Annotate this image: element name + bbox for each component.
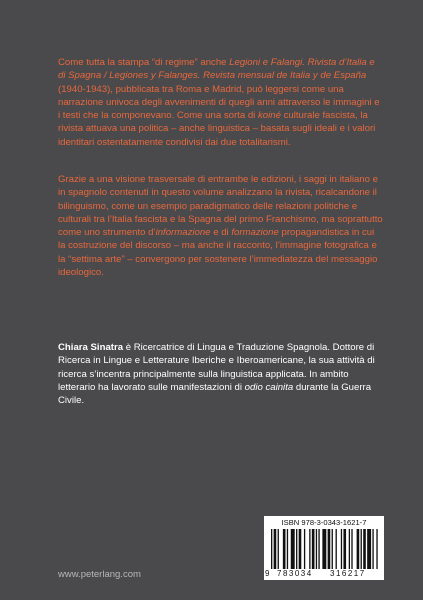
- barcode-digit-first: 9: [265, 569, 270, 578]
- barcode-digit-group-1: 783034: [277, 569, 313, 578]
- odio-cainita-term: odio cainita: [244, 381, 294, 393]
- p2-text-3: propagandistica in cui la costruzione del discorso – ma anche il racconto, l’immagine fotografica e la “settima arte” – convergono per sostenere l’immediatezza del messaggio ideologico.: [58, 227, 378, 279]
- barcode-bars: [271, 529, 379, 569]
- formazione-term: formazione: [231, 227, 279, 239]
- description-paragraph-1: [58, 56, 384, 149]
- journal-title: Legioni e Falangi. Rivista d’Italia e di Spagna / Legiones y Falanges. Revista mensual de Italia y de España: [58, 57, 375, 82]
- bio-text-2: durante la Guerra Civile.: [58, 381, 372, 407]
- isbn-label: ISBN 978-3-0343-1621-7: [281, 518, 367, 527]
- p2-text-2: e di: [210, 227, 232, 239]
- description-paragraph-2: [58, 173, 384, 279]
- isbn-barcode: [264, 516, 384, 580]
- bio-text-1: è Ricercatrice di Lingua e Traduzione Spagnola. Dottore di Ricerca in Lingue e Letterature Iberiche e Iberoamericane, la sua attività di ricerca s’incentra principalmente sulla linguistica applicata. In ambito letterario ha lavorato sulle manifestazioni di: [58, 342, 375, 393]
- p1-text-2: (1940-1943), pubblicata tra Roma e Madrid, può leggersi come una narrazione univoca degli avvenimenti di quegli anni attraverso le immagini e i testi che la componevano. Come una sorta di: [58, 83, 380, 122]
- p1-text-3: culturale fascista, la rivista attuava una politica – anche linguistica – basata sugli ideali e i valori identitari ostentatamente condivisi dai due totalitarismi.: [58, 110, 376, 148]
- p2-text-1: Grazie a una visione trasversale di entrambe le edizioni, i saggi in italiano e in spagnolo contenuti in questo volume analizzano la rivista, ricalcandone il bilinguismo, come un esempio paradigmatico delle relazioni politiche e culturali tra l’Italia fascista e la Spagna del primo Franchismo, ma soprattutto come uno strumento d’: [58, 174, 383, 239]
- author-bio: [58, 341, 384, 407]
- publisher-url[interactable]: www.peterlang.com: [58, 569, 141, 580]
- barcode-digit-group-2: 316217: [330, 569, 366, 578]
- koine-term: koiné: [257, 110, 281, 122]
- p1-text-1: Come tutta la stampa “di regime” anche: [58, 57, 230, 68]
- author-name: Chiara Sinatra: [58, 342, 124, 353]
- informazione-term: informazione: [155, 227, 211, 239]
